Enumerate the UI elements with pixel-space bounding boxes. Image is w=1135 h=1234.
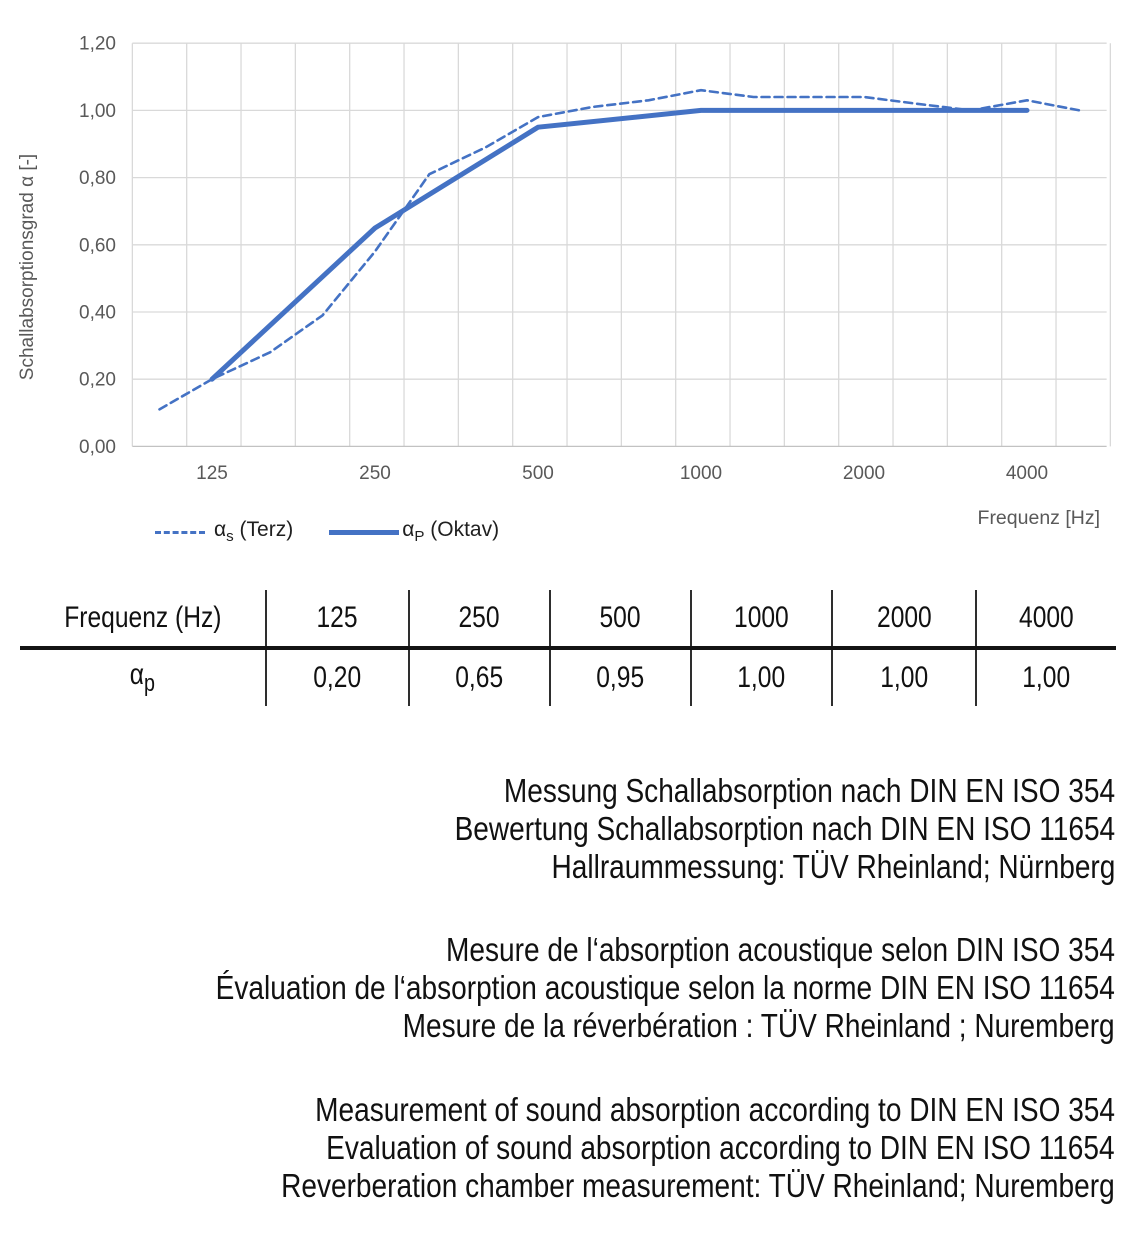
svg-text:0,20: 0,20 bbox=[79, 369, 116, 391]
svg-text:0,80: 0,80 bbox=[79, 168, 116, 190]
table-header-125: 125 bbox=[266, 590, 409, 648]
table-value-2000: 1,00 bbox=[832, 648, 976, 706]
series-alpha-s-terz bbox=[160, 90, 1080, 409]
caption-line: Reverberation chamber measurement: TÜV Rheinland; Nuremberg bbox=[281, 1167, 1115, 1204]
svg-text:1000: 1000 bbox=[679, 463, 723, 484]
legend-dashed-line-sample bbox=[155, 531, 205, 534]
svg-text:1,20: 1,20 bbox=[79, 33, 116, 55]
table-alpha-p-row bbox=[20, 648, 1116, 706]
legend-label-alpha-p-oktav: $\alpha_P$ (Oktav) bbox=[402, 518, 500, 546]
caption-german bbox=[0, 772, 1115, 886]
table-value-500: 0,95 bbox=[550, 648, 691, 706]
caption-line: Evaluation of sound absorption according to DIN EN ISO 11654 bbox=[326, 1129, 1115, 1166]
table-row-label-alpha-p: $\alpha_p$ bbox=[129, 658, 156, 697]
table-value-125: 0,20 bbox=[266, 648, 409, 706]
caption-line: Évaluation de l‘absorption acoustique selon la norme DIN EN ISO 11654 bbox=[215, 969, 1115, 1006]
svg-text:0,40: 0,40 bbox=[79, 302, 116, 324]
table-header-2000: 2000 bbox=[832, 590, 976, 648]
table-header-1000: 1000 bbox=[691, 590, 832, 648]
caption-french bbox=[0, 931, 1115, 1045]
legend-solid-line-sample bbox=[329, 530, 399, 535]
svg-text:250: 250 bbox=[359, 463, 391, 484]
svg-text:1,00: 1,00 bbox=[79, 100, 116, 122]
table-header-250: 250 bbox=[409, 590, 550, 648]
y-axis-title: Schallabsorptionsgrad α [-] bbox=[17, 153, 38, 381]
legend-label-alpha-s-terz: $\alpha_s$ (Terz) bbox=[214, 518, 294, 546]
caption-english bbox=[0, 1091, 1115, 1205]
table-header-row bbox=[20, 590, 1116, 648]
caption-line: Measurement of sound absorption according to DIN EN ISO 354 bbox=[315, 1091, 1115, 1128]
chart-plot-area bbox=[0, 0, 1135, 500]
caption-line: Mesure de l‘absorption acoustique selon DIN ISO 354 bbox=[446, 931, 1115, 968]
table-header-500: 500 bbox=[550, 590, 691, 648]
caption-line: Hallraummessung: TÜV Rheinland; Nürnberg bbox=[551, 848, 1115, 885]
table-header-frequency: Frequenz (Hz) bbox=[20, 590, 266, 648]
svg-text:0,60: 0,60 bbox=[79, 235, 116, 257]
table-value-250: 0,65 bbox=[409, 648, 550, 706]
caption-line: Messung Schallabsorption nach DIN EN ISO 354 bbox=[503, 772, 1115, 809]
svg-text:2000: 2000 bbox=[842, 463, 886, 484]
table-value-4000: 1,00 bbox=[976, 648, 1116, 706]
svg-text:4000: 4000 bbox=[1005, 463, 1049, 484]
svg-text:0,00: 0,00 bbox=[79, 436, 116, 458]
svg-text:125: 125 bbox=[196, 463, 228, 484]
x-axis-title: Frequenz [Hz] bbox=[977, 507, 1100, 529]
table-value-1000: 1,00 bbox=[691, 648, 832, 706]
caption-line: Bewertung Schallabsorption nach DIN EN ISO 11654 bbox=[454, 810, 1115, 847]
caption-line: Mesure de la réverbération : TÜV Rheinland ; Nuremberg bbox=[403, 1007, 1115, 1044]
frequency-table bbox=[20, 590, 1116, 706]
chart-legend bbox=[155, 517, 535, 547]
svg-text:500: 500 bbox=[522, 463, 554, 484]
table-header-4000: 4000 bbox=[976, 590, 1116, 648]
